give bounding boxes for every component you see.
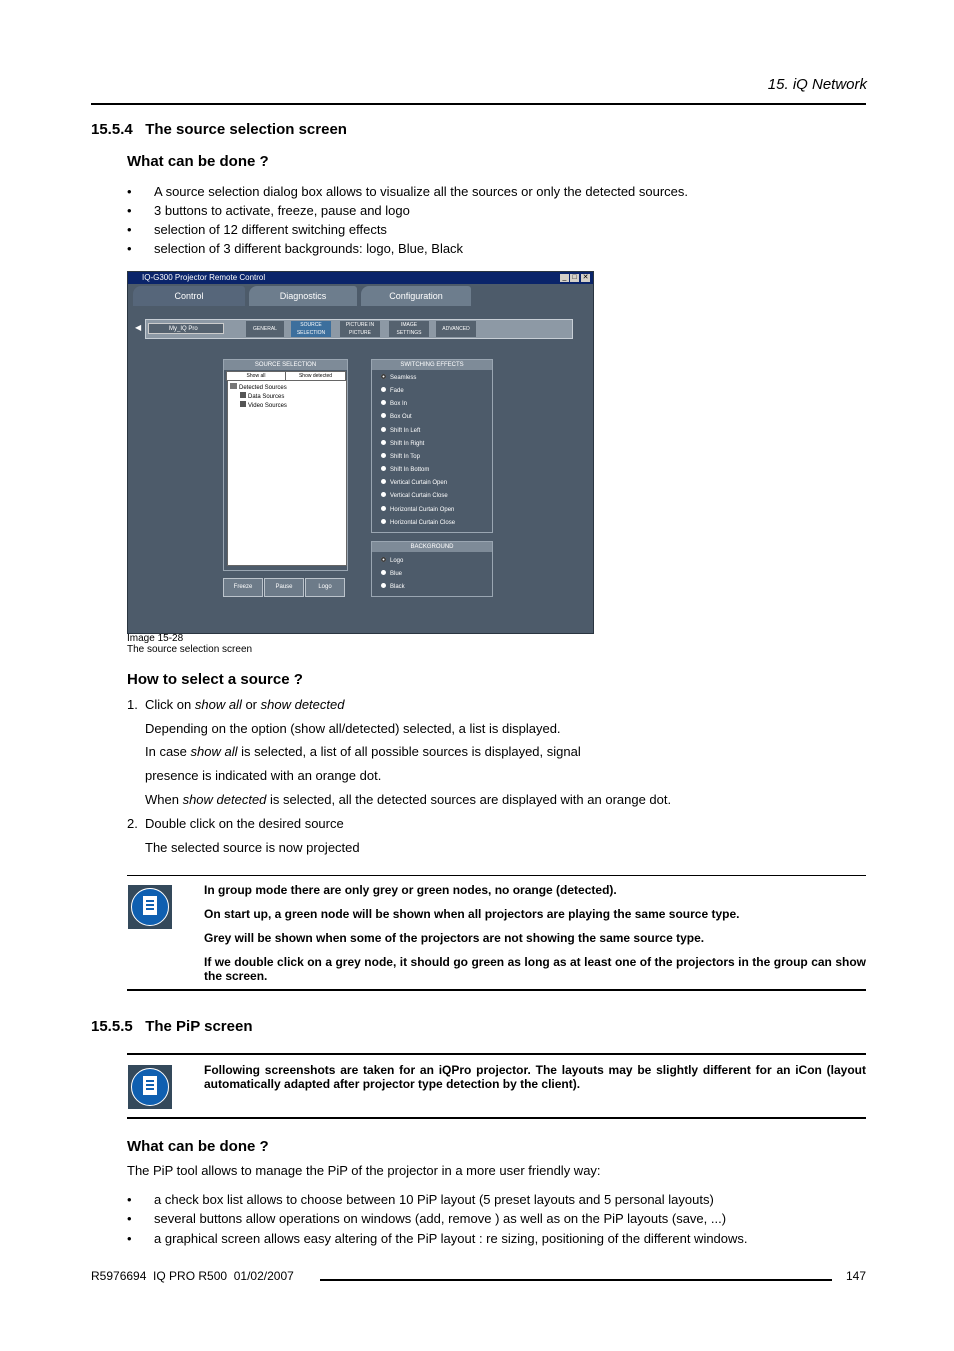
list-item: • 3 buttons to activate, freeze, pause and logo — [127, 201, 688, 220]
effect-option[interactable]: Box Out — [381, 412, 412, 422]
background-title: BACKGROUND — [372, 542, 492, 552]
source-tree[interactable] — [227, 380, 347, 566]
switching-effects-panel — [371, 359, 493, 533]
note2-rule-bottom — [127, 1117, 866, 1119]
note2-rule-top — [127, 1053, 866, 1055]
image-caption-text: The source selection screen — [127, 644, 253, 655]
step-2-text: Double click on the desired source — [145, 816, 344, 831]
list-item: • several buttons allow operations on windows (add, remove ) as well as on the PiP layouts (save, ...) — [127, 1209, 748, 1228]
pip-feature-list — [127, 1190, 748, 1248]
paragraph: When show detected is selected, all the detected sources are displayed with an orange dot. — [145, 792, 672, 807]
paragraph: Depending on the option (show all/detected) selected, a list is displayed. — [145, 721, 561, 736]
note-rule-bottom — [127, 989, 866, 991]
note-line: Grey will be shown when some of the projectors are not showing the same source type. — [204, 931, 705, 945]
tree-node-video-sources[interactable]: Video Sources — [240, 401, 287, 410]
note-rule-top — [127, 875, 866, 876]
effect-option[interactable]: Seamless — [381, 373, 416, 383]
background-panel — [371, 541, 493, 597]
pip-note: Following screenshots are taken for an iQPro projector. The layouts may be slightly different for an iCon (layout automatically adapted after projector type detection by the client). — [204, 1063, 866, 1091]
show-all-tab[interactable]: Show all — [226, 371, 286, 381]
footer-rule — [320, 1279, 832, 1281]
tree-node-data-sources[interactable]: Data Sources — [240, 392, 284, 401]
switching-effects-title: SWITCHING EFFECTS — [372, 360, 492, 370]
step-1-number: 1. — [127, 697, 138, 712]
toolbar-left-arrow-icon[interactable]: ◀ — [135, 323, 142, 332]
list-item: • a check box list allows to choose between 10 PiP layout (5 preset layouts and 5 personal layouts) — [127, 1190, 748, 1209]
device-name-field: My_IQ Pro — [148, 323, 224, 334]
paragraph: The selected source is now projected — [145, 840, 360, 855]
effect-option[interactable]: Vertical Curtain Open — [381, 478, 447, 488]
effect-option[interactable]: Horizontal Curtain Close — [381, 518, 455, 528]
effect-option[interactable]: Fade — [381, 386, 404, 396]
what-can-be-done-heading: What can be done ? — [127, 153, 269, 170]
source-selection-panel — [223, 359, 348, 571]
video-camera-icon — [240, 401, 246, 407]
step-2-number: 2. — [127, 816, 138, 831]
list-item: • selection of 12 different switching effects — [127, 220, 688, 239]
effect-option[interactable]: Shift In Left — [381, 426, 420, 436]
background-option[interactable]: Black — [381, 582, 405, 592]
toolbar-image-settings-button[interactable]: IMAGE SETTINGS — [389, 321, 429, 337]
page-number: 147 — [845, 1269, 866, 1283]
source-selection-screenshot — [127, 271, 594, 634]
section-heading-source-selection: 15.5.4 The source selection screen — [91, 121, 347, 138]
section-heading-pip-screen: 15.5.5 The PiP screen — [91, 1018, 253, 1035]
toolbar-advanced-button[interactable]: ADVANCED — [436, 321, 476, 337]
toolbar-pip-button[interactable]: PICTURE IN PICTURE — [340, 321, 380, 337]
list-item: • A source selection dialog box allows to visualize all the sources or only the detected sources. — [127, 182, 688, 201]
background-option[interactable]: Logo — [381, 556, 403, 566]
note-line: On start up, a green node will be shown when all projectors are playing the same source type. — [204, 907, 740, 921]
background-option[interactable]: Blue — [381, 569, 402, 579]
tab-diagnostics[interactable]: Diagnostics — [249, 286, 357, 306]
step-1-text: Click on show all or show detected — [145, 697, 345, 712]
note-icon — [128, 1065, 172, 1109]
feature-list — [127, 182, 688, 258]
what-can-be-done-heading-pip: What can be done ? — [127, 1138, 269, 1155]
maximize-button[interactable]: □ — [570, 274, 579, 282]
device-toolbar — [145, 319, 573, 339]
effect-option[interactable]: Shift In Right — [381, 439, 424, 449]
monitor-icon — [240, 392, 246, 398]
list-item: • a graphical screen allows easy altering of the PiP layout : re sizing, positioning of the different windows. — [127, 1229, 748, 1248]
toolbar-general-button[interactable]: GENERAL — [246, 321, 284, 337]
note-icon — [128, 885, 172, 929]
list-item: • selection of 3 different backgrounds: logo, Blue, Black — [127, 239, 688, 258]
effect-option[interactable]: Vertical Curtain Close — [381, 491, 448, 501]
tab-control[interactable]: Control — [133, 286, 245, 306]
pause-button[interactable]: Pause — [264, 578, 304, 597]
effect-option[interactable]: Box In — [381, 399, 407, 409]
header-rule — [91, 103, 866, 105]
paragraph: In case show all is selected, a list of all possible sources is displayed, signal — [145, 744, 581, 759]
source-selection-title: SOURCE SELECTION — [224, 360, 347, 370]
effect-option[interactable]: Shift In Top — [381, 452, 420, 462]
chapter-header: 15. iQ Network — [767, 76, 867, 93]
tree-node-detected-sources[interactable]: Detected Sources — [230, 383, 287, 392]
image-caption-number: Image 15-28 — [127, 633, 184, 644]
toolbar-source-selection-button[interactable]: SOURCE SELECTION — [291, 321, 331, 337]
note-line: In group mode there are only grey or green nodes, no orange (detected). — [204, 883, 617, 897]
close-button[interactable]: ✕ — [582, 274, 589, 281]
minimize-button[interactable]: _ — [560, 274, 569, 282]
window-title-bar: IQ-G300 Projector Remote Control — [128, 272, 593, 284]
effect-option[interactable]: Horizontal Curtain Open — [381, 505, 454, 515]
show-detected-tab[interactable]: Show detected — [285, 371, 346, 381]
note-line: If we double click on a grey node, it should go green as long as at least one of the projectors in the group can show the screen. — [204, 955, 866, 983]
effect-option[interactable]: Shift In Bottom — [381, 465, 429, 475]
footer-doc-info: R5976694 IQ PRO R500 01/02/2007 — [91, 1269, 294, 1283]
how-to-heading: How to select a source ? — [127, 671, 303, 688]
folder-icon — [230, 383, 237, 389]
freeze-button[interactable]: Freeze — [223, 578, 263, 597]
pip-intro: The PiP tool allows to manage the PiP of the projector in a more user friendly way: — [127, 1163, 601, 1178]
paragraph: presence is indicated with an orange dot. — [145, 768, 382, 783]
logo-button[interactable]: Logo — [305, 578, 345, 597]
tab-configuration[interactable]: Configuration — [361, 286, 471, 306]
